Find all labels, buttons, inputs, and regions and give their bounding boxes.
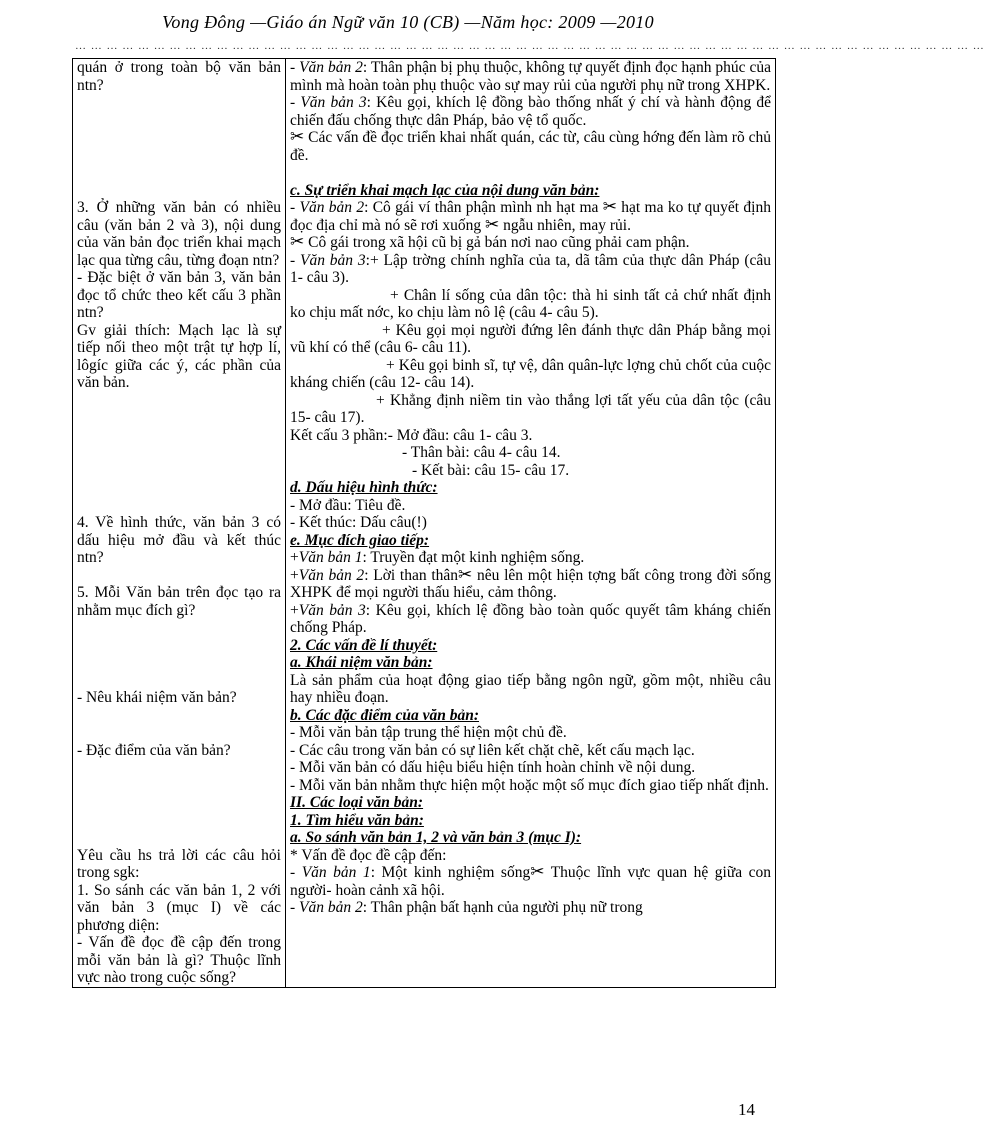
teacher-explanation: Gv giải thích: Mạch lạc là sự tiếp nối theo một trật tự hợp lí, lôgíc giữa các ý, các phần của văn bản. [77,321,281,391]
question-4: 4. Về hình thức, văn bản 3 có dấu hiệu mở đầu và kết thúc ntn? [77,514,281,566]
paragraph: Kết cấu 3 phần:- Mở đầu: câu 1- câu 3. [290,426,533,444]
paragraph: ✂ Cô gái trong xã hội cũ bị gả bán nơi nao cũng phải cam phận. [290,232,690,252]
scissor-icon: ✂ [530,862,545,882]
question-8: Yêu cầu hs trả lời các câu hỏi trong sgk: [77,846,281,881]
section-heading-b: b. Các đặc điểm của văn bản: [290,706,479,724]
paragraph: - Thân bài: câu 4- câu 14. [402,444,561,461]
teacher-questions-column [73,59,286,988]
question-8b: 1. So sánh các văn bản 1, 2 với văn bản 3 (mục I) về các phương diện: [77,881,281,934]
header-dotted-rule: … … … … … … … … … … … … … … … … … … … … … … … … … … … … … … … … … … … … … … … … … … … … … … … … … … … … … … … … … … [75,40,985,52]
paragraph: - Các câu trong văn bản có sự liên kết chặt chẽ, kết cấu mạch lạc. [290,741,695,759]
paragraph: - Mỗi văn bản có dấu hiệu biểu hiện tính hoàn chỉnh về nội dung. [290,759,696,776]
table-row [73,59,776,988]
paragraph: +Văn bản 2: Lời than thân✂ nêu lên một hiện tợng bất công trong đời sống XHPK để mọi người thấu hiểu, cảm thông. [290,564,772,601]
paragraph: + Kêu gọi binh sĩ, tự vệ, dân quân-lực lợng chủ chốt của cuộc kháng chiến (câu 12- câu 14). [290,356,771,391]
question-5: 5. Mỗi Văn bản trên đọc tạo ra nhằm mục đích gì? [77,584,281,619]
section-heading-e: e. Mục đích giao tiếp: [290,531,430,549]
paragraph: - Mỗi văn bản tập trung thể hiện một chủ đề. [290,724,567,741]
paragraph: - Văn bản 1: Một kinh nghiệm sống✂ Thuộc lĩnh vực quan hệ giữa con người- hoàn cảnh xã hội. [290,862,771,899]
section-heading-d: d. Dấu hiệu hình thức: [290,479,438,496]
paragraph: - Văn bản 2: Thân phận bất hạnh của người phụ nữ trong [290,899,643,916]
question-text: quán ở trong toàn bộ văn bản ntn? [77,59,281,94]
page-header: Vong Đông —Giáo án Ngữ văn 10 (CB) —Năm học: 2009 —2010 [162,12,654,32]
paragraph: - Mỗi văn bản nhằm thực hiện một hoặc một số mục đích giao tiếp nhất định. [290,776,769,794]
section-heading-c: c. Sự triển khai mạch lạc của nội dung văn bản: [290,181,600,199]
scissor-icon: ✂ [602,197,617,217]
question-8c: - Vấn đề đọc đề cập đến trong mỗi văn bản là gì? Thuộc lĩnh vực nào trong cuộc sống? [77,934,281,986]
section-heading-a2: a. So sánh văn bản 1, 2 và văn bản 3 (mục I): [290,829,582,846]
question-7: - Đặc điểm của văn bản? [77,741,231,759]
lesson-table [72,58,776,988]
paragraph: - Kết bài: câu 15- câu 17. [412,461,570,479]
page-number: 14 [738,1100,755,1119]
section-heading-1: 1. Tìm hiểu văn bản: [290,811,424,829]
paragraph: - Kết thúc: Dấu câu(!) [290,514,427,531]
section-heading-2: 2. Các vấn đề lí thuyết: [290,636,438,654]
paragraph: +Văn bản 1: Truyền đạt một kinh nghiệm sống. [290,549,585,566]
scissor-icon: ✂ [485,214,500,235]
paragraph: - Văn bản 3:+ Lập trờng chính nghĩa của ta, dã tâm của thực dân Pháp (câu 1- câu 3). [290,251,771,286]
content-column [286,59,776,988]
question-3b: - Đặc biệt ở văn bản 3, văn bản đọc tổ chức theo kết cấu 3 phần ntn? [77,269,281,321]
scissor-icon: ✂ [290,232,305,252]
paragraph: + Chân lí sống của dân tộc: thà hi sinh tất cả chứ nhất định ko chịu mất nớc, ko chịu làm nô lệ (câu 4- câu 5). [290,286,771,321]
paragraph: +Văn bản 3: Kêu gọi, khích lệ đồng bào toàn quốc quyết tâm kháng chiến chống Pháp. [290,601,771,636]
scissor-icon: ✂ [458,564,473,585]
paragraph: - Văn bản 2: Thân phận bị phụ thuộc, không tự quyết định đọc hạnh phúc của mình mà hoàn toàn phụ thuộc vào sự may rủi của người phụ nữ trong XHPK. [290,59,771,94]
paragraph: - Văn bản 2: Cô gái ví thân phận mình nh hạt ma ✂ hạt ma ko tự quyết định đọc địa chỉ mà nó sẽ rơi xuống ✂ ngẫu nhiên, may rủi. [290,197,771,235]
paragraph: + Khẳng định niềm tin vào thắng lợi tất yếu của dân tộc (câu 15- câu 17). [290,391,771,426]
paragraph: + Kêu gọi mọi người đứng lên đánh thực dân Pháp bằng mọi vũ khí có thể (câu 6- câu 11). [290,321,771,356]
question-6: - Nêu khái niệm văn bản? [77,689,237,706]
paragraph: * Vấn đề đọc đề cập đến: [290,846,447,864]
section-heading-a: a. Khái niệm văn bản: [290,654,433,671]
paragraph: ✂ Các vấn đề đọc triển khai nhất quán, các từ, câu cùng hớng đến làm rõ chủ đề. [290,127,771,164]
section-heading-II: II. Các loại văn bản: [290,794,424,811]
scissor-icon: ✂ [290,127,305,147]
paragraph: - Văn bản 3: Kêu gọi, khích lệ đồng bào thống nhất ý chí và hành động để chiến đấu chống thực dân Pháp, bảo vệ tổ quốc. [290,94,771,129]
question-3: 3. Ở những văn bản có nhiều câu (văn bản 2 và 3), nội dung của văn bản đọc triển khai mạch lạc qua từng câu, từng đoạn ntn? [77,199,281,269]
paragraph: Là sản phẩm của hoạt động giao tiếp bằng ngôn ngữ, gồm một, nhiều câu hay nhiều đoạn. [290,671,771,706]
paragraph: - Mở đầu: Tiêu đề. [290,496,406,514]
